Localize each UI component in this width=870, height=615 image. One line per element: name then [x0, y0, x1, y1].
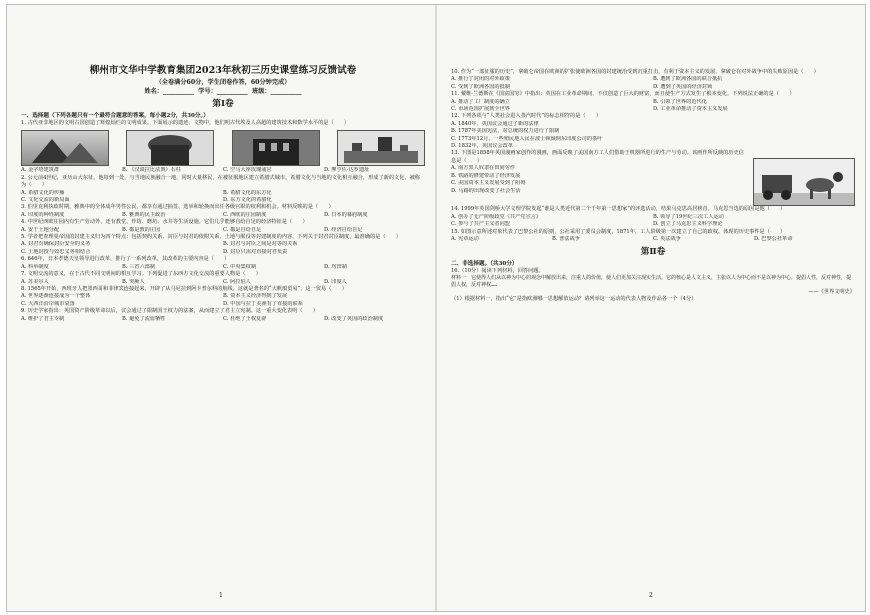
question-1 [21, 120, 425, 175]
option-a[interactable]: A. 金字塔建筑群 [21, 167, 60, 174]
arena-icon [233, 131, 319, 165]
page-number: 1 [219, 592, 223, 599]
option-a[interactable]: A. 印度的种姓制度 [21, 211, 65, 218]
part1-title: 第Ⅰ卷 [212, 99, 234, 109]
question-stem: 11. 戴维·兰德斯在《国富国穷》中指出：英国在工业革命期间，不仅创造了巨大的财富，而且使生产方式发生了根本变化。下列说法正确的是（ ） [451, 91, 795, 98]
page-right [437, 5, 865, 611]
option-d[interactable]: D. 东方文化的希腊化 [223, 197, 272, 204]
option-c[interactable]: C. 空马大座玫瑰浦宫 [223, 167, 272, 174]
question-15 [451, 229, 855, 244]
option-b[interactable]: B. 普法战争 [552, 236, 580, 243]
question-10 [451, 69, 855, 91]
question-options [21, 227, 425, 234]
question-16-task: （1）根据材料一，指出“它”是指欧洲哪一思想解放运动？请列举这一运动的代表人物及作品各一个（4分） [451, 296, 697, 303]
option-c[interactable]: C. 大西洋沿岸城市衰落 [21, 300, 75, 307]
question-options [451, 214, 855, 229]
page-number: 2 [649, 592, 653, 599]
question-stem: 13. 下图是1858年英国漫画家创作的漫画，画面反映了美国南方工人们借助于机器所进行的生产与劳动。该画作所反映的历史信息是（ ） [451, 150, 744, 164]
option-b[interactable]: B. 封君与封臣之间是对等的关系 [223, 241, 298, 248]
option-a[interactable]: A. 希腊文化的传播 [21, 189, 65, 196]
question-stem: 1. 古代亚非地区的文明古国创造了辉煌灿烂的文明成果。下面展示的遗迹、文物中，他们明古代埃及人高超的建筑技术和数学水平的是（ ） [21, 120, 350, 126]
option-a[interactable]: A. 推动了工厂制度的确立 [451, 98, 510, 105]
option-b[interactable]: B. 都是教的庄园 [122, 226, 161, 233]
option-a[interactable]: A. 宪章运动 [451, 236, 479, 243]
pyramid-icon [22, 131, 108, 165]
question-options [21, 279, 425, 286]
question-options [451, 76, 855, 91]
question-options [451, 236, 855, 243]
stele-image [126, 130, 214, 166]
option-c[interactable]: C. 参与了共产主义者同盟 [451, 221, 510, 228]
question-stem: 12. 下列各项与“人类社会进入蒸汽时代”的标志相符的是（ ） [451, 113, 602, 120]
cartoon-image [753, 158, 855, 206]
question-stem: 14. 1999年英国剑桥大学文理学院发起“谁是人类近代第二个千年第一思想家”的评选活动，结果马克思高居榜首。马克思当选的原因是他（ ） [451, 206, 786, 213]
exam-sheet [6, 4, 866, 612]
option-d[interactable]: D. 1832年，英国议会改革 [451, 143, 513, 150]
option-c[interactable]: C. 市场范围扩展到全世界 [451, 106, 510, 113]
option-c[interactable]: C. 阿拉伯人 [223, 278, 251, 285]
option-d[interactable]: D. 摩亨佐·达罗遗址 [324, 167, 370, 174]
option-c[interactable]: C. 受到了欧洲各国的抵制 [451, 83, 510, 90]
question-options [21, 264, 425, 271]
exam-title: 柳州市文华中学教育集团2023年秋初三历史课堂练习反馈试卷 [89, 65, 357, 76]
option-b[interactable]: B. 希腊文化的东方化 [223, 189, 272, 196]
horse-carriage-icon [754, 159, 854, 205]
option-c[interactable]: C. 土地封授与效忠义务相结合 [21, 248, 91, 255]
question-stem: 9. 历史学家指出：英国资产阶级革命以后，议会通过了限制国王权力的法案，从而建立了君主立宪制。这一重大变化表明（ ） [21, 308, 319, 315]
part2-title: 第Ⅱ卷 [640, 246, 666, 257]
option-b[interactable]: B. 资本主义经济得到了发展 [223, 293, 288, 300]
question-options [21, 167, 425, 174]
class-label: 班级： [252, 88, 271, 95]
question-8 [21, 286, 425, 308]
colosseum-image [232, 130, 320, 166]
id-field[interactable]: __________ [216, 88, 248, 95]
option-a[interactable]: A. 1840年，英国议会通过了新的法律 [451, 120, 539, 127]
material-one: 材料一 它使得人们从以神为中心的观念中解放出来，注重人的价值，使人们更加关注现实生活。它的核心是人文主义，主张以人为中心而不是以神为中心，提倡人性，反对神性，提倡人权，反对神权…… [451, 274, 852, 288]
option-b[interactable]: B. 避免了流血牺牲 [122, 315, 166, 322]
question-1-images [21, 130, 425, 166]
option-d[interactable]: D. 马路的出现改变了社会生活 [451, 187, 521, 194]
option-a[interactable]: A. 推行了封闭的对外政策 [451, 76, 510, 83]
question-options [21, 293, 425, 308]
question-2 [21, 175, 425, 205]
option-c[interactable]: C. 文化交流的新局面 [21, 197, 70, 204]
question-stem: 4. 中世纪西欧庄园内有生产劳动外，还有教堂、作坊、磨坊、水井等生活设施。它们几乎能够自给自足的经济特征是（ ） [21, 219, 308, 226]
question-9 [21, 308, 425, 323]
option-d[interactable]: D. 印度人 [324, 278, 347, 285]
question-5 [21, 234, 425, 256]
exam-subtitle: （全卷满分60分，学生闭卷作答，60分钟完成） [155, 79, 291, 86]
option-a[interactable]: A. 维护了君主专制 [21, 315, 65, 322]
option-b[interactable]: B. 引领了世界的近代化 [653, 98, 707, 105]
page-right-content [451, 69, 855, 304]
option-c[interactable]: C. 英法战争 [653, 236, 681, 243]
question-options [451, 165, 749, 195]
question-13 [451, 150, 855, 206]
name-label: 姓名： [144, 88, 163, 95]
question-options [21, 241, 425, 256]
option-c[interactable]: C. 杜绝了王权复辟 [223, 315, 267, 322]
option-c[interactable]: C. 中央集权制 [223, 263, 257, 270]
id-label: 学号： [198, 88, 217, 95]
question-12 [451, 113, 855, 150]
ruins-image [337, 130, 425, 166]
question-stem: 8. 1565年开始，西班牙人把墨西哥和菲律宾连接起来，开辟了从马尼拉到阿卡普尔科的航线，这就是著名的“大帆船贸易”，这一贸易（ ） [21, 285, 347, 292]
option-a[interactable]: A. 南方黑人奴隶在田间劳作 [451, 165, 516, 172]
section1-heading: 一、选择题（下列各题只有一个最符合题意的答案，每小题2分，共30分。） [21, 113, 209, 119]
name-field[interactable]: __________ [163, 88, 194, 95]
question-7 [21, 271, 425, 286]
option-d[interactable]: D. 封臣只需对直接封君负责 [223, 248, 288, 255]
option-b[interactable]: B. 雅典的民主政治 [122, 211, 166, 218]
option-d[interactable]: D. 经济自给自足 [324, 226, 363, 233]
page-left [7, 5, 435, 611]
question-stem: 5. 学者把查理曼帝国的封建主义归为四个特点：包括契约关系、封臣与封君的依附关系、土地与服役等封建制度的内容，下列关于封君封臣制度，最准确的是（ ） [21, 234, 402, 241]
option-b[interactable]: B. 三省六部制 [122, 263, 156, 270]
question-options [451, 99, 855, 114]
question-options [21, 316, 425, 323]
question-3 [21, 204, 425, 219]
option-c[interactable]: C. 美国资本主义发展受到了阻碍 [451, 180, 526, 187]
option-d[interactable]: D. 遭到了英国的经济封锁 [653, 83, 713, 90]
question-stem: 2. 公元前4世纪，亚历山大东征，他每到一处，与当地民族融合一地，同时大量移民，在被征服地区建立希腊式城市，希腊文化与当地的文化相互融合，形成了新的文化，被称为（ ） [21, 174, 420, 189]
question-16-heading: 16.（10分）阅读下列材料，回答问题。 [451, 267, 544, 274]
option-d[interactable]: D. 改变了英国的政治制度 [324, 315, 384, 322]
option-b[interactable]: B. 铁路的修建带动了经济发展 [451, 172, 521, 179]
option-b[interactable]: B. 领导了19世纪三次工人运动 [653, 213, 724, 220]
question-options [21, 190, 425, 205]
option-c[interactable]: C. 1773年12月，一些殖民地人民在波士顿倾倒东印度公司的茶叶 [451, 135, 603, 142]
option-a[interactable]: A. 封君有确保封臣安全的义务 [21, 241, 91, 248]
option-a[interactable]: A. 科举制度 [21, 263, 49, 270]
option-a[interactable]: A. 世界逐渐连接成为一个整体 [21, 293, 91, 300]
pyramids-image [21, 130, 109, 166]
option-b[interactable]: B. 《汉谟拉比法典》石柱 [122, 167, 181, 174]
option-b[interactable]: B. 遭到了欧洲各国的联合抵抗 [653, 76, 723, 83]
option-c[interactable]: C. 西欧的庄园制度 [223, 211, 267, 218]
option-c[interactable]: C. 都是自给自足 [223, 226, 262, 233]
ruins-icon [338, 131, 424, 165]
question-stem: 6. 646年，日本孝德天皇领导进行改革，推行了一系列改革，其改革的主要内容是（ ） [21, 256, 230, 263]
option-d[interactable]: D. 均田制 [324, 263, 347, 270]
stele-icon [127, 131, 213, 165]
option-b[interactable]: B. 1787年美国宪法，对总统的权力进行了限制 [451, 128, 560, 135]
option-d[interactable]: D. 中国与拉丁美洲有了直接的联系 [223, 300, 303, 307]
question-13-text [451, 150, 749, 206]
class-field[interactable]: __________ [270, 88, 302, 95]
question-stem: 10. 作为“一部征服的历史”，拿破仑帝国在欧洲的扩张使欧洲各国的封建统治受到沉重打击，有利于资本主义的发展，拿破仑在对外战争中的失败原因是（ ） [451, 69, 819, 75]
option-d[interactable]: D. 工业革命推动了资本主义发展 [653, 106, 728, 113]
page-left-content [21, 65, 425, 323]
option-d[interactable]: D. 巴黎公社革命 [754, 236, 793, 243]
student-info-line [21, 87, 425, 96]
question-stem: 3. 伯里克利执政时期，雅典中的全体成年男性公民，都享有通过抽签、选举和轮换而出任各级官职的权利和机会。材料反映的是（ ） [21, 204, 334, 211]
question-options [451, 121, 855, 151]
option-a[interactable]: A. 创办了无产阶级政党《共产党宣言》 [451, 213, 542, 220]
question-4 [21, 219, 425, 234]
section2-heading: 二、非选择题。（共30分） [451, 260, 518, 267]
question-stem: 15. 如图示意所述对象代表了巴黎公社的原则，公社采用了委员会制度，1871年，工人阶级第一次建立了自己的政权。体现的历史事件是（ ） [451, 228, 786, 235]
question-11 [451, 91, 855, 113]
option-a[interactable]: A. 安于土地分配 [21, 226, 60, 233]
option-b[interactable]: B. 突厥人 [122, 278, 145, 285]
question-6 [21, 256, 425, 271]
option-d[interactable]: D. 日本的幕府制度 [324, 211, 368, 218]
option-a[interactable]: A. 苏美尔人 [21, 278, 49, 285]
question-14 [451, 206, 855, 228]
option-d[interactable]: D. 创立了马克思主义科学理论 [653, 221, 723, 228]
question-stem: 7. 文明交流的意义，在于古代不同文明间的相互学习。下列促进了东西方文化交流的重要人物是（ ） [21, 271, 262, 278]
material-source: ——《世界文明史》 [808, 288, 855, 295]
